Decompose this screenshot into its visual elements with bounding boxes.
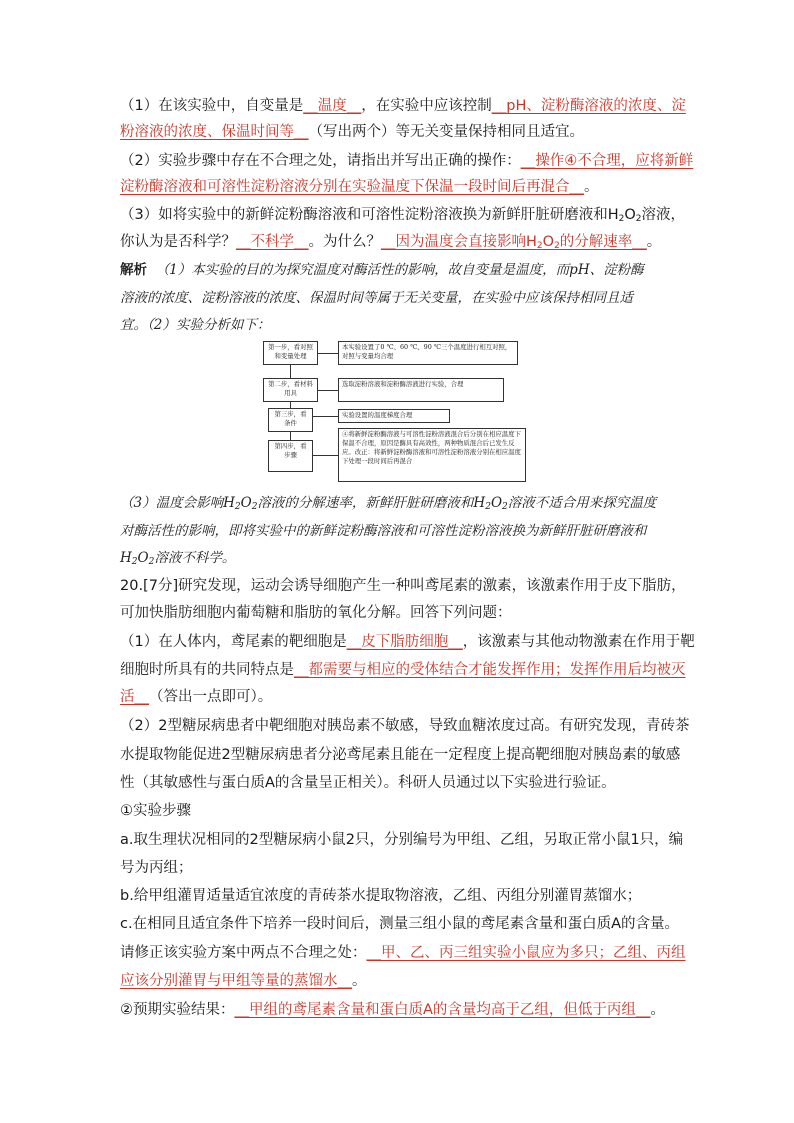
q20-prediction-line bbox=[120, 1000, 665, 1020]
analysis-line-1 bbox=[120, 260, 644, 280]
q20-sub1-line-2 bbox=[120, 660, 686, 680]
q20-sub1-line-1 bbox=[120, 632, 695, 652]
q2-answer-cont: 淀粉酶溶液和可溶性淀粉溶液分别在实验温度下保温一段时间后再混合__ bbox=[120, 179, 584, 195]
q20-sub1-prompt: （1）在人体内，鸢尾素的靶细胞是 bbox=[120, 634, 347, 650]
flow-arrow-right-3 bbox=[313, 416, 338, 417]
analysis-4a: （3）温度会影响H bbox=[120, 495, 235, 511]
q1-prompt-2: ，在实验中应该控制 bbox=[361, 98, 492, 114]
q20-sub1-answer-feature: __都需要与相应的受体结合才能发挥作用；发挥作用后均被灭 bbox=[294, 662, 686, 678]
q2-line-2 bbox=[120, 177, 599, 197]
analysis-line-3: 宜。（2）实验分析如下： bbox=[120, 317, 271, 333]
flow-result-2: 选取淀粉溶液和淀粉酶溶液进行实验，合理 bbox=[338, 378, 504, 402]
q20-prediction-end: 。 bbox=[650, 1002, 665, 1018]
q20-steps-title: ①实验步骤 bbox=[120, 803, 191, 819]
analysis-line-2: 溶液的浓度、淀粉溶液的浓度、保温时间等属于无关变量，在实验中应该保持相同且适 bbox=[120, 290, 633, 306]
q20-sub1-prompt-2: ，该激素与其他动物激素在作用于靶 bbox=[462, 634, 695, 650]
analysis-6a: H bbox=[120, 550, 132, 566]
q2-line-1 bbox=[120, 151, 693, 171]
flow-step-3: 第三步，看条件 bbox=[268, 408, 313, 432]
analysis-6c: 溶液不科学。 bbox=[154, 550, 236, 566]
q20-step-a-2: 号为丙组； bbox=[120, 860, 193, 876]
q20-fix-prompt: 请修正该实验方案中两点不合理之处： bbox=[120, 945, 367, 961]
q20-prediction-prompt: ②预期实验结果： bbox=[120, 1002, 235, 1018]
q20-stem-1: 20.[7分]研究发现，运动会诱导细胞产生一种叫鸢尾素的激素，该激素作用于皮下脂肪， bbox=[120, 578, 686, 594]
q1-line-1 bbox=[120, 96, 686, 116]
q1-answer-controls: __pH、淀粉酶溶液的浓度、淀 bbox=[491, 98, 686, 114]
analysis-4e: 溶液不适合用来探究温度 bbox=[507, 495, 657, 511]
flow-arrow-down-3 bbox=[290, 432, 291, 440]
q20-fix-line-1 bbox=[120, 943, 686, 963]
flow-arrow-right-4 bbox=[313, 455, 338, 456]
analysis-label: 解析 bbox=[120, 262, 147, 278]
q20-step-c: c.在相同且适宜条件下培养一段时间后，测量三组小鼠的鸢尾素含量和蛋白质A的含量。 bbox=[120, 916, 679, 932]
analysis-line-6: $H_2O_2$溶液不科学。 bbox=[120, 550, 236, 567]
flow-arrow-right-1 bbox=[318, 353, 338, 354]
q1-prompt: （1）在该实验中，自变量是 bbox=[120, 98, 304, 114]
q1-tail: （写出两个）等无关变量保持相同且适宜。 bbox=[308, 124, 584, 140]
flow-result-1: 本实验设置了0 ℃、60 ℃、90 ℃三个温度进行相互对照，对照与变量均合理 bbox=[338, 341, 518, 365]
analysis-4b: O bbox=[240, 495, 252, 511]
analysis-4d: O bbox=[490, 495, 503, 511]
analysis-text-1: （1）本实验的目的为探究温度对酶活性的影响，故自变量是温度，而pH、淀粉酶 bbox=[155, 262, 644, 278]
flow-result-3: 实验设置的温度梯度合理 bbox=[338, 409, 450, 423]
flow-arrow-down-1 bbox=[290, 365, 291, 378]
q20-sub2-line-3: 性（其敏感性与蛋白质A的含量呈正相关）。科研人员通过以下实验进行验证。 bbox=[120, 775, 616, 791]
q3-question: 你认为是否科学？ bbox=[120, 234, 236, 250]
q20-sub2-line-2: 水提取物能促进2型糖尿病患者分泌鸢尾素且能在一定程度上提高靶细胞对胰岛素的敏感 bbox=[120, 747, 681, 763]
flow-step-1: 第一步，看对照和变量处理 bbox=[263, 341, 318, 365]
flow-arrow-down-2 bbox=[290, 402, 291, 408]
q2-end: 。 bbox=[584, 179, 599, 195]
q20-step-a-1: a.取生理状况相同的2型糖尿病小鼠2只，分别编号为甲组、乙组，另取正常小鼠1只，编 bbox=[120, 832, 684, 848]
q20-fix-end: 。 bbox=[352, 973, 367, 989]
q3-line-1: （3）如将实验中的新鲜淀粉酶溶液和可溶性淀粉溶液换为新鲜肝脏研磨液和$H_2O_2$溶液， bbox=[120, 207, 686, 224]
q1-answer-variable: __温度__ bbox=[303, 98, 362, 114]
q3-answer-2-b: O bbox=[542, 234, 555, 250]
q3-answer-1: __不科学__ bbox=[236, 234, 309, 250]
flow-arrow-right-2 bbox=[318, 390, 338, 391]
q20-fix-line-2 bbox=[120, 971, 367, 991]
flow-result-4: ④将新鲜淀粉酶溶液与可溶性淀粉溶液混合后分别在相应温度下保温不合理，原因是酶具有高效性，两种物质混合后已发生反应。改正：将新鲜淀粉酶溶液和可溶性淀粉溶液分别在相应温度下处理一段时间后再混合 bbox=[338, 428, 526, 482]
q3-prompt: （3）如将实验中的新鲜淀粉酶溶液和可溶性淀粉溶液换为新鲜肝脏研磨液和H bbox=[120, 207, 619, 223]
q3-answer-2-a: __因为温度会直接影响H bbox=[381, 234, 537, 250]
analysis-line-4: （3）温度会影响$H_2O_2$溶液的分解速率，新鲜肝脏研磨液和$H_2O_2$溶液不适合用来探究温度 bbox=[120, 495, 657, 512]
q2-answer: __操作④不合理，应将新鲜 bbox=[520, 153, 694, 169]
q20-step-b: b.给甲组灌胃适量适宜浓度的青砖茶水提取物溶液，乙组、丙组分别灌胃蒸馏水； bbox=[120, 888, 642, 904]
flow-step-2: 第二步，看材料用具 bbox=[263, 378, 318, 402]
q3-end: 。 bbox=[646, 234, 662, 250]
q20-sub1-line-3 bbox=[120, 687, 272, 707]
flow-step-4: 第四步，看步骤 bbox=[268, 440, 313, 472]
q20-fix-answer: __甲、乙、丙三组实验小鼠应为多只；乙组、丙组 bbox=[366, 945, 686, 961]
q3-prompt-tail: 溶液， bbox=[641, 207, 686, 223]
analysis-6b: O bbox=[137, 550, 149, 566]
q20-sub2-line-1: （2）2型糖尿病患者中靶细胞对胰岛素不敏感，导致血糖浓度过高。有研究发现，青砖茶 bbox=[120, 718, 690, 734]
q20-sub1-answer-feature-cont: 活__ bbox=[120, 689, 149, 705]
q3-why: 。为什么？ bbox=[308, 234, 381, 250]
q3-answer-2-c: 的分解速率__ bbox=[559, 234, 647, 250]
q1-line-2 bbox=[120, 122, 584, 142]
q20-fix-answer-cont: 应该分别灌胃与甲组等量的蒸馏水__ bbox=[120, 973, 352, 989]
q20-sub1-tail: （答出一点即可）。 bbox=[149, 689, 273, 705]
q20-sub1-answer-target: __皮下脂肪细胞__ bbox=[346, 634, 463, 650]
analysis-line-5: 对酶活性的影响，即将实验中的新鲜淀粉酶溶液和可溶性淀粉溶液换为新鲜肝脏研磨液和 bbox=[120, 523, 647, 539]
q2-prompt: （2）实验步骤中存在不合理之处，请指出并写出正确的操作： bbox=[120, 153, 521, 169]
q3-prompt-o: O bbox=[624, 207, 636, 223]
analysis-4c: 溶液的分解速率，新鲜肝脏研磨液和H bbox=[257, 495, 486, 511]
q3-line-2 bbox=[120, 232, 661, 256]
q1-answer-controls-cont: 粉溶液的浓度、保温时间等__ bbox=[120, 124, 309, 140]
q20-stem-2: 可加快脂肪细胞内葡萄糖和脂肪的氧化分解。回答下列问题： bbox=[120, 605, 512, 621]
q20-sub1-prompt-3: 细胞时所具有的共同特点是 bbox=[120, 662, 294, 678]
q20-prediction-answer: __甲组的鸢尾素含量和蛋白质A的含量均高于乙组，但低于丙组__ bbox=[234, 1002, 651, 1018]
q3-answer-2: __因为温度会直接影响$H_2O_2$的分解速率__ bbox=[381, 234, 647, 251]
experiment-analysis-flowchart bbox=[260, 338, 535, 483]
